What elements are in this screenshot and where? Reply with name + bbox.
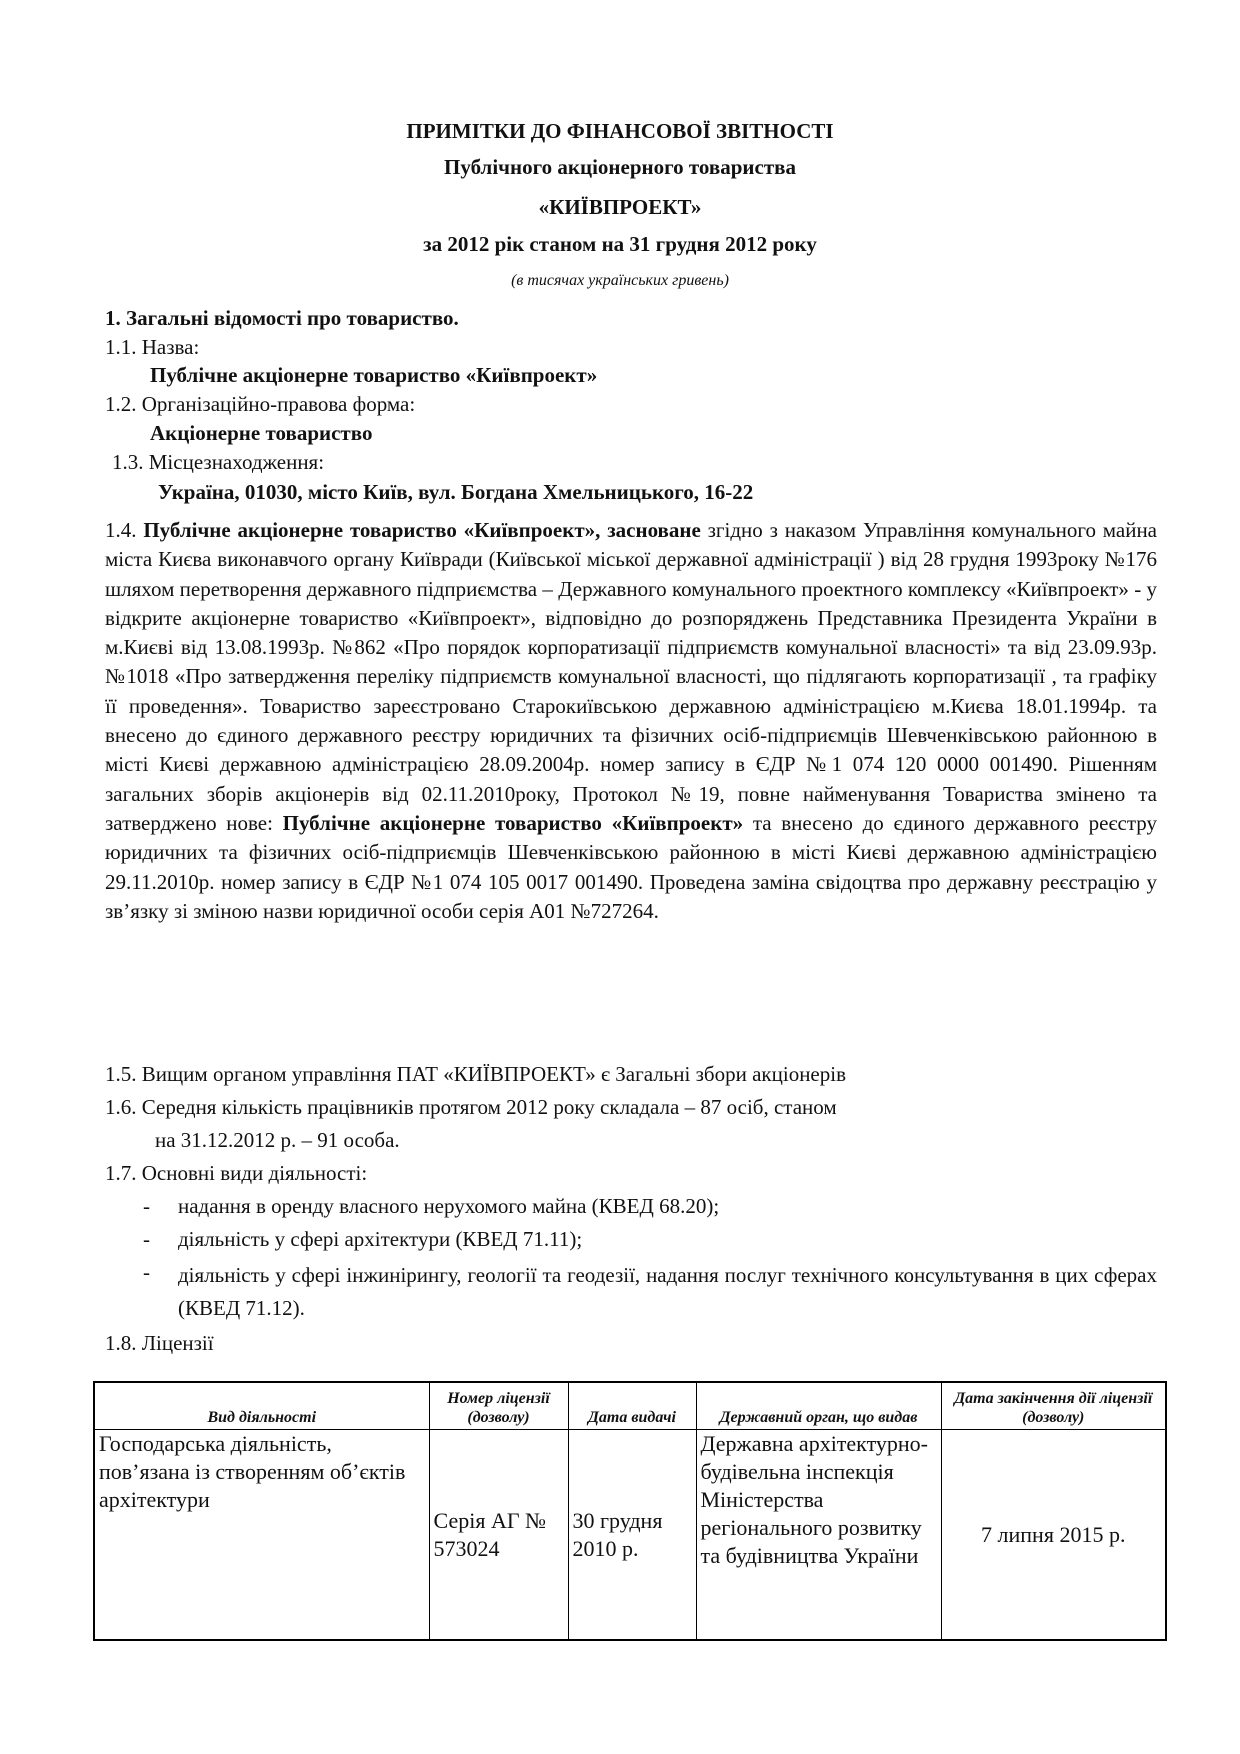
list-bullet: -: [143, 1227, 150, 1251]
item-1-3-value: Україна, 01030, місто Київ, вул. Богдана Хмельницького, 16-22: [158, 480, 754, 504]
item-1-4-bold-1: Публічне акціонерне товариство «Київпроект», засноване: [143, 518, 701, 542]
item-1-1-value: Публічне акціонерне товариство «Київпроект»: [150, 363, 598, 387]
item-1-8-label: 1.8. Ліцензії: [105, 1331, 214, 1355]
company-name: «КИЇВПРОЕКТ»: [538, 195, 702, 219]
units-note: (в тисячах українських гривень): [511, 272, 729, 289]
item-1-2-value: Акціонерне товариство: [150, 421, 373, 445]
item-1-4-bold-2: Публічне акціонерне товариство «Київпроект»: [282, 810, 744, 835]
cell-issue-date: 30 грудня 2010 р.: [568, 1430, 696, 1641]
item-1-4-text-2: та внесено до єдиного державного реєстру юридичних та фізичних осіб-підприємців Шевченківською районною в місті Києві державною адміністрацією 29.11.2010р. номер запису в ЄДР №1 074 105 0017 001490. Проведена заміна свідоцтва про державну реєстрацію у зв’язку зі зміною назви юридичної особи серія А01 №727264.: [105, 810, 1157, 923]
list-bullet: -: [143, 1260, 150, 1284]
list-bullet: -: [143, 1194, 150, 1218]
activity-item-2: діяльність у сфері архітектури (КВЕД 71.11);: [178, 1227, 583, 1251]
col-header-issuing-authority: Державний орган, що видав: [696, 1382, 941, 1430]
activity-item-1: надання в оренду власного нерухомого майна (КВЕД 68.20);: [178, 1194, 720, 1218]
col-header-activity: Вид діяльності: [94, 1382, 429, 1430]
item-1-6-line-2: на 31.12.2012 р. – 91 особа.: [155, 1128, 400, 1152]
table-row: [94, 1430, 1166, 1641]
item-1-4-text-1: згідно з наказом Управління комунального майна міста Києва виконавчого органу Київради (Київської міської державної адміністрації ) від 28 грудня 1993року №176 шляхом перетворення державного підприємства – Державного комунального проектного комплексу «Київпроект» - у відкрите акціонерне товариство «Київпроект», відповідно до розпоряджень Представника Президента України в м.Києві від 13.08.1993р. №862 «Про порядок корпоратизації підприємств комунальної власності» та від 23.09.93р. №1018 «Про затвердження переліку підприємств комунальної власності, що підлягають корпоратизації , та графіку її проведення». Товариство зареєстровано Старокиївською державною адміністрацією м.Києва 18.01.1994р. та внесено до єдиного державного реєстру юридичних та фізичних осіб-підприємців Шевченківською районною в місті Києві державною адміністрацією 28.09.2004р. номер запису в ЄДР №1 074 120 0000 001490. Рішенням загальних зборів акціонерів від 02.11.2010року, Протокол №19, повне найменування Товариства змінено та затверджено нове:: [105, 518, 1158, 835]
cell-license-number: Серія АГ № 573024: [429, 1430, 568, 1641]
item-1-3-label: 1.3. Місцезнаходження:: [112, 450, 325, 474]
report-period: за 2012 рік станом на 31 грудня 2012 року: [423, 232, 817, 256]
activity-item-3: діяльність у сфері інжинірингу, геології та геодезії, надання послуг технічного консультування в цих сферах (КВЕД 71.12).: [178, 1263, 1157, 1320]
item-1-1-label: 1.1. Назва:: [105, 335, 200, 359]
col-header-expiry-date: Дата закінчення дії ліцензії (дозволу): [941, 1382, 1166, 1430]
item-1-6-line-1: 1.6. Середня кількість працівників протягом 2012 року складала – 87 осіб, станом: [105, 1095, 837, 1119]
company-type: Публічного акціонерного товариства: [444, 155, 796, 179]
cell-activity: Господарська діяльність, пов’язана із створенням об’єктів архітектури: [94, 1430, 429, 1641]
table-header-row: [94, 1382, 1166, 1430]
col-header-license-number: Номер ліцензії (дозволу): [429, 1382, 568, 1430]
cell-issuing-authority: Державна архітектурно-будівельна інспекція Міністерства регіонального розвитку та будівництва України: [696, 1430, 941, 1641]
section-heading: 1. Загальні відомості про товариство.: [105, 306, 459, 330]
item-1-2-label: 1.2. Організаційно-правова форма:: [105, 392, 416, 416]
item-1-4-paragraph: [105, 516, 1157, 926]
col-header-issue-date: Дата видачі: [568, 1382, 696, 1430]
licenses-table: [93, 1381, 1167, 1641]
item-1-7-label: 1.7. Основні види діяльності:: [105, 1161, 368, 1185]
cell-expiry-date: 7 липня 2015 р.: [941, 1430, 1166, 1641]
document-title: ПРИМІТКИ ДО ФІНАНСОВОЇ ЗВІТНОСТІ: [406, 119, 834, 143]
item-1-5: 1.5. Вищим органом управління ПАТ «КИЇВПРОЕКТ» є Загальні збори акціонерів: [105, 1062, 846, 1086]
item-1-4-prefix: 1.4.: [105, 518, 144, 542]
